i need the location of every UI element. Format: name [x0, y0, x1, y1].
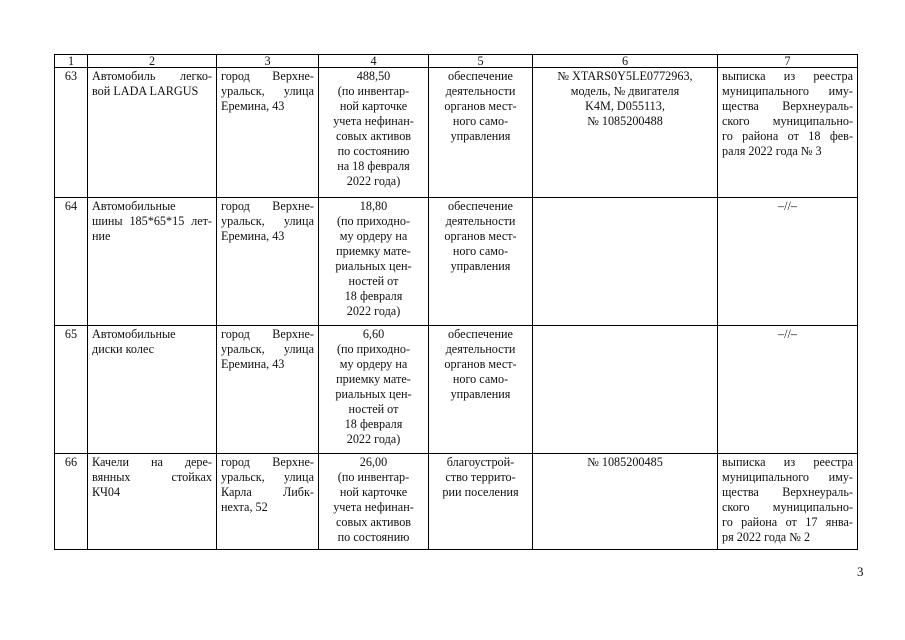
cell-text-line: ство террито- — [445, 470, 516, 484]
value-cell — [319, 454, 429, 550]
cell-text-line: 18,80 — [359, 199, 388, 213]
cell-text-line: деятельности — [445, 84, 516, 98]
cell-text-line: ского муниципально- — [722, 500, 853, 514]
cell-text-line: органов мест- — [444, 229, 517, 243]
cell-text-line: управления — [450, 387, 511, 401]
cell-text-line: уральск, улица — [221, 342, 314, 356]
row-number-cell: 63 — [55, 68, 88, 198]
page-number: 3 — [857, 564, 864, 579]
details-cell — [533, 198, 718, 326]
cell-text-line: –//– — [778, 199, 797, 213]
column-header: 4 — [319, 55, 429, 68]
cell-text-line: обеспечение — [448, 199, 513, 213]
item-name-cell — [88, 326, 217, 454]
row-number-cell: 66 — [55, 454, 88, 550]
table-row — [55, 198, 858, 326]
cell-text-line: 26,00 — [359, 455, 388, 469]
cell-text-line: го района от 18 фев- — [722, 129, 853, 143]
cell-text-line: ной карточке — [339, 99, 408, 113]
cell-text-line: ного само- — [452, 372, 509, 386]
item-name-cell — [88, 198, 217, 326]
purpose-cell — [429, 326, 533, 454]
cell-text-line: Автомобильные — [92, 199, 176, 213]
cell-text-line: 18 февраля — [344, 289, 403, 303]
cell-text-line: –//– — [778, 327, 797, 341]
column-header: 6 — [533, 55, 718, 68]
cell-text-line: го района от 17 янва- — [722, 515, 853, 529]
cell-text-line: управления — [450, 129, 511, 143]
item-name-cell — [88, 454, 217, 550]
cell-text-line: уральск, улица — [221, 214, 314, 228]
cell-text-line: Автомобильные — [92, 327, 176, 341]
address-cell — [217, 68, 319, 198]
cell-text-line: щества Верхнеураль- — [722, 485, 853, 499]
cell-text-line: (по приходно- — [336, 214, 411, 228]
property-registry-table — [54, 54, 858, 550]
cell-text-line: № XTARS0Y5LE0772963, — [557, 69, 693, 83]
cell-text-line: выписка из реестра — [722, 455, 853, 469]
cell-text-line: ного само- — [452, 114, 509, 128]
cell-text-line: Еремина, 43 — [221, 229, 285, 243]
cell-text-line: приемку мате- — [336, 372, 411, 386]
cell-text-line: город Верхне- — [221, 199, 314, 213]
basis-cell — [718, 198, 858, 326]
column-header: 7 — [718, 55, 858, 68]
cell-text-line: нехта, 52 — [221, 500, 268, 514]
cell-text-line: диски колес — [92, 342, 155, 356]
column-header: 3 — [217, 55, 319, 68]
cell-text-line: (по приходно- — [336, 342, 411, 356]
address-cell — [217, 326, 319, 454]
cell-text-line: № 1085200485 — [587, 455, 663, 469]
cell-text-line: муниципального иму- — [722, 470, 853, 484]
cell-text-line: ностей от — [348, 402, 399, 416]
cell-text-line: № 1085200488 — [587, 114, 663, 128]
address-cell — [217, 198, 319, 326]
basis-cell — [718, 68, 858, 198]
cell-text-line: Автомобиль легко- — [92, 69, 212, 83]
cell-text-line: вянных стойках — [92, 470, 212, 484]
cell-text-line: 18 февраля — [344, 417, 403, 431]
cell-text-line: риальных цен- — [335, 259, 412, 273]
table-row — [55, 454, 858, 550]
cell-text-line: деятельности — [445, 214, 516, 228]
value-cell — [319, 326, 429, 454]
cell-text-line: K4M, D055113, — [585, 99, 665, 113]
cell-text-line: город Верхне- — [221, 455, 314, 469]
cell-text-line: уральск, улица — [221, 470, 314, 484]
cell-text-line: Еремина, 43 — [221, 357, 285, 371]
cell-text-line: город Верхне- — [221, 69, 314, 83]
cell-text-line: на 18 февраля — [337, 159, 410, 173]
cell-text-line: Качели на дере- — [92, 455, 212, 469]
cell-text-line: выписка из реестра — [722, 69, 853, 83]
cell-text-line: 488,50 — [356, 69, 391, 83]
details-cell — [533, 68, 718, 198]
cell-text-line: 2022 года) — [346, 304, 401, 318]
table-row — [55, 68, 858, 198]
header-row — [55, 55, 858, 68]
cell-text-line: муниципального иму- — [722, 84, 853, 98]
cell-text-line: органов мест- — [444, 357, 517, 371]
cell-text-line: совых активов — [335, 515, 412, 529]
address-cell — [217, 454, 319, 550]
cell-text-line: город Верхне- — [221, 327, 314, 341]
cell-text-line: 2022 года) — [346, 174, 401, 188]
value-cell — [319, 198, 429, 326]
cell-text-line: благоустрой- — [446, 455, 515, 469]
row-number-cell: 65 — [55, 326, 88, 454]
cell-text-line: 2022 года) — [346, 432, 401, 446]
cell-text-line: уральск, улица — [221, 84, 314, 98]
cell-text-line: ние — [92, 229, 111, 243]
purpose-cell — [429, 198, 533, 326]
cell-text-line: риальных цен- — [335, 387, 412, 401]
cell-text-line: ского муниципально- — [722, 114, 853, 128]
details-cell — [533, 454, 718, 550]
cell-text-line: ностей от — [348, 274, 399, 288]
cell-text-line: учета нефинан- — [333, 500, 414, 514]
cell-text-line: шины 185*65*15 лет- — [92, 214, 212, 228]
cell-text-line: приемку мате- — [336, 244, 411, 258]
cell-text-line: му ордеру на — [339, 229, 408, 243]
cell-text-line: органов мест- — [444, 99, 517, 113]
cell-text-line: (по инвентар- — [337, 84, 410, 98]
value-cell — [319, 68, 429, 198]
cell-text-line: ной карточке — [339, 485, 408, 499]
cell-text-line: (по инвентар- — [337, 470, 410, 484]
details-cell — [533, 326, 718, 454]
column-header: 1 — [55, 55, 88, 68]
cell-text-line: рии поселения — [442, 485, 519, 499]
cell-text-line: учета нефинан- — [333, 114, 414, 128]
basis-cell — [718, 326, 858, 454]
column-header: 2 — [88, 55, 217, 68]
cell-text-line: по состоянию — [337, 530, 410, 544]
cell-text-line: КЧ04 — [92, 485, 121, 499]
table-row — [55, 326, 858, 454]
item-name-cell — [88, 68, 217, 198]
cell-text-line: управления — [450, 259, 511, 273]
cell-text-line: щества Верхнеураль- — [722, 99, 853, 113]
cell-text-line: совых активов — [335, 129, 412, 143]
table-body — [55, 55, 858, 550]
cell-text-line: обеспечение — [448, 69, 513, 83]
cell-text-line: му ордеру на — [339, 357, 408, 371]
cell-text-line: обеспечение — [448, 327, 513, 341]
cell-text-line: вой LADA LARGUS — [92, 84, 199, 98]
cell-text-line: Еремина, 43 — [221, 99, 285, 113]
purpose-cell — [429, 454, 533, 550]
cell-text-line: раля 2022 года № 3 — [722, 144, 822, 158]
cell-text-line: ного само- — [452, 244, 509, 258]
column-header: 5 — [429, 55, 533, 68]
cell-text-line: Карла Либк- — [221, 485, 314, 499]
basis-cell — [718, 454, 858, 550]
cell-text-line: ря 2022 года № 2 — [722, 530, 811, 544]
cell-text-line: по состоянию — [337, 144, 410, 158]
cell-text-line: деятельности — [445, 342, 516, 356]
cell-text-line: 6,60 — [362, 327, 385, 341]
row-number-cell: 64 — [55, 198, 88, 326]
cell-text-line: модель, № двигателя — [570, 84, 680, 98]
purpose-cell — [429, 68, 533, 198]
